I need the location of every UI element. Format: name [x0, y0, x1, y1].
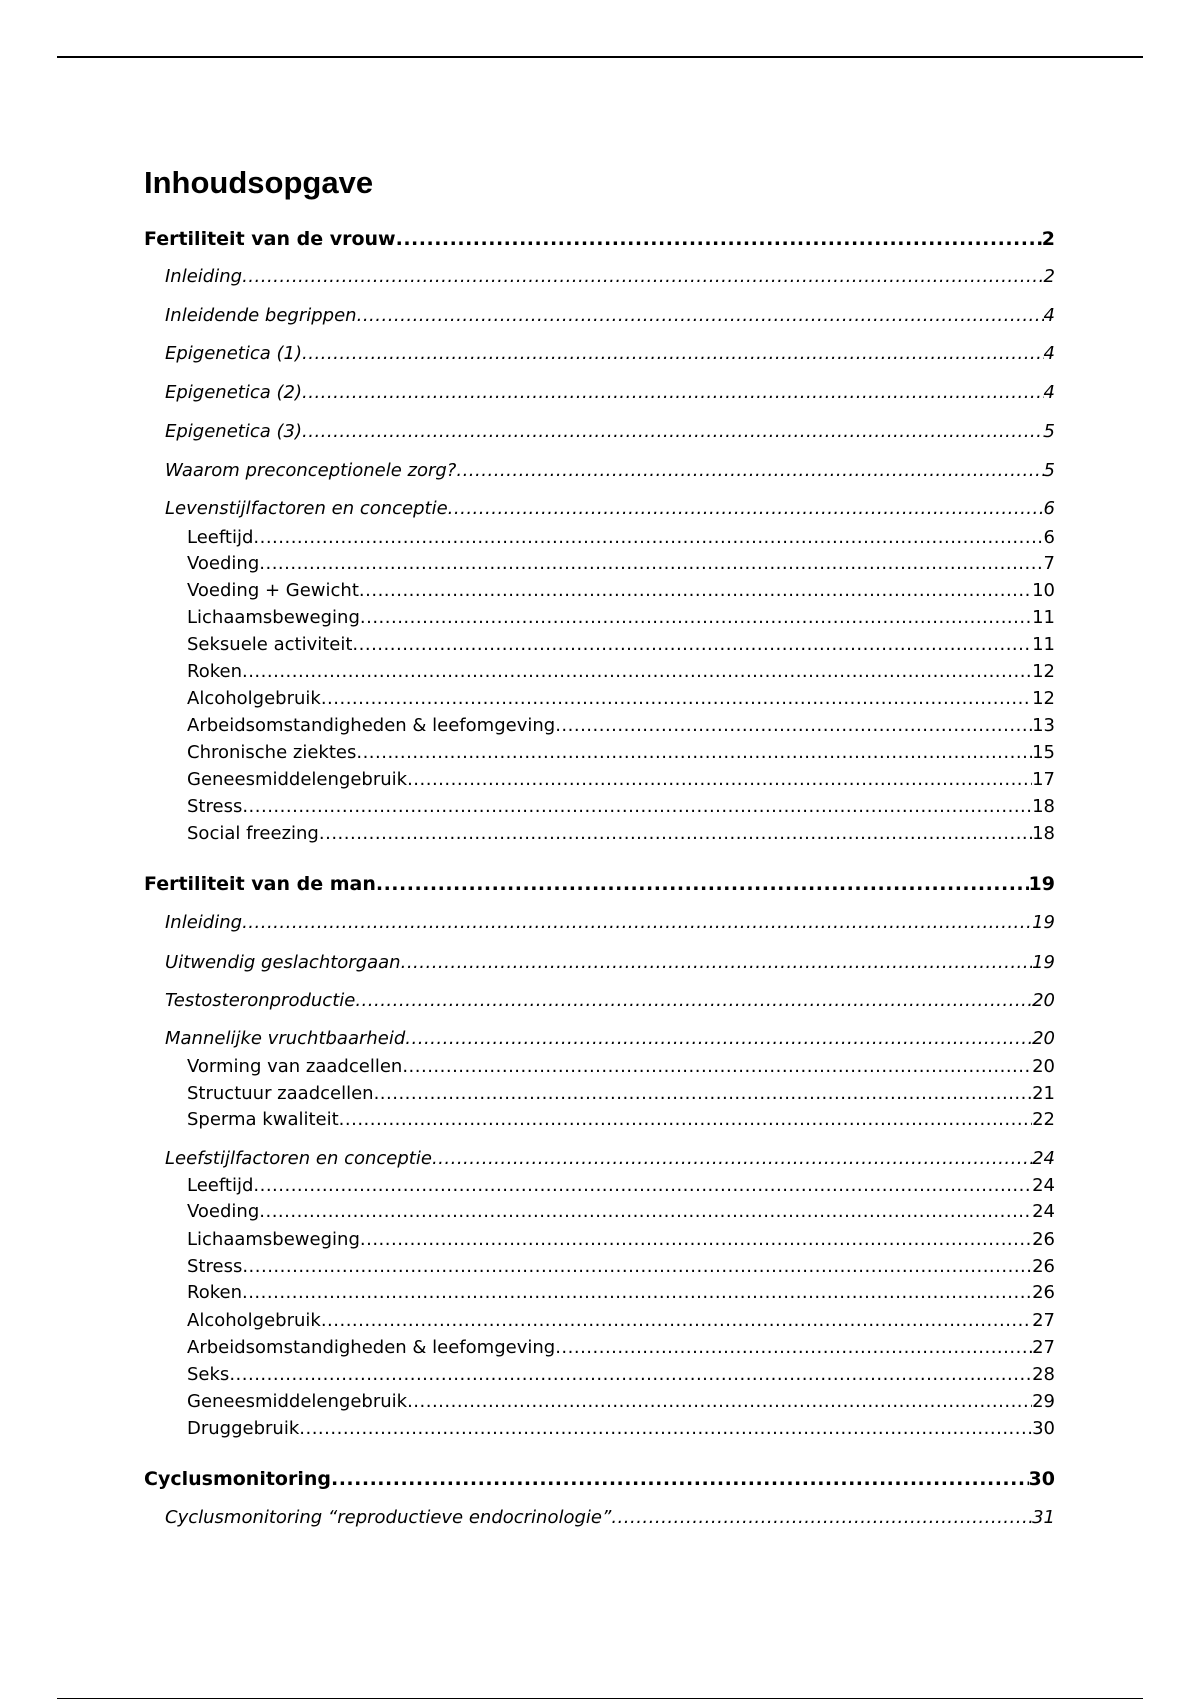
toc-entry-page: 27	[1032, 1337, 1055, 1358]
toc-entry[interactable]	[187, 1201, 1055, 1222]
toc-dot-leader	[242, 1282, 1032, 1303]
toc-entry[interactable]	[187, 553, 1055, 574]
footer-rule	[57, 1698, 1143, 1699]
toc-dot-leader	[302, 421, 1044, 442]
toc-dot-leader	[555, 1337, 1032, 1358]
toc-dot-leader	[360, 607, 1032, 628]
toc-entry-title: Stress	[187, 1256, 243, 1277]
toc-entry-page: 19	[1028, 873, 1055, 895]
toc-entry-page: 17	[1032, 769, 1055, 790]
toc-dot-leader	[401, 952, 1033, 973]
toc-dot-leader	[331, 1468, 1029, 1490]
toc-dot-leader	[355, 990, 1032, 1011]
toc-entry-page: 7	[1043, 553, 1055, 574]
toc-entry[interactable]	[187, 1418, 1055, 1439]
toc-entry-title: Voeding + Gewicht	[187, 580, 359, 601]
toc-dot-leader	[356, 742, 1032, 763]
toc-entry[interactable]	[144, 228, 1055, 250]
toc-entry-page: 27	[1032, 1310, 1055, 1331]
toc-entry[interactable]	[187, 661, 1055, 682]
toc-entry[interactable]	[187, 1175, 1055, 1196]
toc-entry[interactable]	[187, 1391, 1055, 1412]
toc-entry-title: Social freezing	[187, 823, 319, 844]
toc-entry[interactable]	[165, 421, 1055, 442]
toc-entry-title: Arbeidsomstandigheden & leefomgeving	[187, 1337, 556, 1358]
toc-entry-page: 13	[1032, 715, 1055, 736]
toc-entry-page: 15	[1032, 742, 1055, 763]
toc-entry[interactable]	[187, 1337, 1055, 1358]
toc-entry-page: 26	[1032, 1229, 1055, 1250]
toc-dot-leader	[448, 498, 1044, 519]
toc-entry[interactable]	[165, 1148, 1055, 1169]
toc-dot-leader	[319, 823, 1032, 844]
toc-entry-page: 19	[1032, 952, 1055, 973]
toc-entry-title: Druggebruik	[187, 1418, 300, 1439]
toc-entry-title: Voeding	[187, 1201, 260, 1222]
toc-dot-leader	[407, 769, 1032, 790]
toc-entry-page: 29	[1032, 1391, 1055, 1412]
toc-entry-page: 18	[1032, 796, 1055, 817]
toc-dot-leader	[357, 305, 1044, 326]
toc-entry-title: Waarom preconceptionele zorg?	[165, 460, 457, 481]
toc-dot-leader	[432, 1148, 1032, 1169]
toc-dot-leader	[242, 661, 1032, 682]
toc-entry-page: 2	[1043, 266, 1055, 287]
toc-entry[interactable]	[165, 1028, 1055, 1049]
toc-entry[interactable]	[165, 952, 1055, 973]
toc-entry-page: 24	[1032, 1148, 1055, 1169]
toc-entry[interactable]	[165, 498, 1055, 519]
toc-dot-leader	[321, 1310, 1032, 1331]
toc-entry[interactable]	[187, 1229, 1055, 1250]
toc-entry[interactable]	[165, 912, 1055, 933]
toc-dot-leader	[374, 1083, 1033, 1104]
toc-entry[interactable]	[187, 527, 1055, 548]
toc-entry-page: 12	[1032, 661, 1055, 682]
toc-entry-title: Fertiliteit van de man	[144, 873, 376, 895]
toc-entry[interactable]	[187, 1056, 1055, 1077]
toc-entry-title: Levenstijlfactoren en conceptie	[165, 498, 448, 519]
toc-entry-page: 31	[1032, 1507, 1055, 1528]
toc-entry-title: Testosteronproductie	[165, 990, 356, 1011]
toc-entry-title: Chronische ziektes	[187, 742, 357, 763]
toc-dot-leader	[299, 1418, 1032, 1439]
toc-entry-page: 19	[1032, 912, 1055, 933]
toc-entry[interactable]	[165, 343, 1055, 364]
toc-entry-title: Sperma kwaliteit	[187, 1109, 339, 1130]
toc-entry-title: Structuur zaadcellen	[187, 1083, 374, 1104]
toc-entry-title: Seks	[187, 1364, 230, 1385]
toc-entry-page: 30	[1028, 1468, 1055, 1490]
toc-entry[interactable]	[187, 607, 1055, 628]
toc-entry-title: Leeftijd	[187, 527, 254, 548]
toc-entry[interactable]	[144, 1468, 1055, 1490]
toc-entry-page: 5	[1043, 460, 1055, 481]
toc-entry-page: 26	[1032, 1256, 1055, 1277]
toc-entry-title: Vorming van zaadcellen	[187, 1056, 403, 1077]
toc-dot-leader	[242, 266, 1043, 287]
toc-entry-page: 22	[1032, 1109, 1055, 1130]
toc-dot-leader	[259, 1201, 1032, 1222]
toc-entry[interactable]	[165, 305, 1055, 326]
toc-entry-title: Leeftijd	[187, 1175, 254, 1196]
toc-entry-title: Seksuele activiteit	[187, 634, 353, 655]
toc-entry-page: 5	[1043, 421, 1055, 442]
toc-entry-title: Geneesmiddelengebruik	[187, 1391, 408, 1412]
toc-entry[interactable]	[187, 1282, 1055, 1303]
toc-entry-page: 12	[1032, 688, 1055, 709]
toc-entry[interactable]	[187, 769, 1055, 790]
toc-dot-leader	[396, 228, 1042, 250]
toc-dot-leader	[242, 796, 1032, 817]
toc-entry[interactable]	[165, 990, 1055, 1011]
toc-entry-page: 30	[1032, 1418, 1055, 1439]
toc-entry[interactable]	[165, 382, 1055, 403]
toc-entry-title: Roken	[187, 1282, 242, 1303]
toc-entry-title: Arbeidsomstandigheden & leefomgeving	[187, 715, 556, 736]
toc-dot-leader	[352, 634, 1032, 655]
toc-entry-page: 20	[1032, 1028, 1055, 1049]
toc-entry-title: Lichaamsbeweging	[187, 607, 360, 628]
toc-entry[interactable]	[187, 1109, 1055, 1130]
toc-entry-page: 11	[1032, 634, 1055, 655]
toc-entry-title: Roken	[187, 661, 242, 682]
toc-entry[interactable]	[187, 823, 1055, 844]
toc-entry-page: 21	[1032, 1083, 1055, 1104]
toc-dot-leader	[242, 1256, 1032, 1277]
toc-entry[interactable]	[187, 580, 1055, 601]
toc-entry-title: Inleiding	[165, 266, 243, 287]
toc-entry[interactable]	[187, 796, 1055, 817]
toc-entry-page: 26	[1032, 1282, 1055, 1303]
toc-dot-leader	[253, 1175, 1032, 1196]
toc-entry-page: 20	[1032, 990, 1055, 1011]
toc-entry-page: 4	[1043, 382, 1055, 403]
toc-title: Inhoudsopgave	[144, 165, 374, 200]
toc-dot-leader	[339, 1109, 1032, 1130]
toc-dot-leader	[611, 1507, 1032, 1528]
toc-entry[interactable]	[144, 873, 1055, 895]
toc-entry[interactable]	[187, 1256, 1055, 1277]
toc-entry-page: 4	[1043, 305, 1055, 326]
toc-entry-page: 24	[1032, 1201, 1055, 1222]
toc-entry-page: 11	[1032, 607, 1055, 628]
toc-dot-leader	[321, 688, 1032, 709]
toc-entry-title: Alcoholgebruik	[187, 688, 321, 709]
toc-entry-page: 6	[1043, 527, 1055, 548]
toc-entry-title: Uitwendig geslachtorgaan	[165, 952, 401, 973]
toc-entry[interactable]	[187, 1310, 1055, 1331]
toc-entry[interactable]	[187, 1364, 1055, 1385]
toc-entry[interactable]	[165, 1507, 1055, 1528]
toc-entry-page: 2	[1041, 228, 1055, 250]
toc-entry[interactable]	[187, 1083, 1055, 1104]
toc-entry-title: Leefstijlfactoren en conceptie	[165, 1148, 432, 1169]
toc-entry-title: Stress	[187, 796, 243, 817]
toc-entry[interactable]	[165, 460, 1055, 481]
toc-dot-leader	[456, 460, 1043, 481]
toc-dot-leader	[302, 343, 1044, 364]
toc-entry-page: 20	[1032, 1056, 1055, 1077]
toc-dot-leader	[229, 1364, 1032, 1385]
toc-entry[interactable]	[187, 688, 1055, 709]
toc-entry-title: Inleidende begrippen	[165, 305, 357, 326]
toc-entry-title: Mannelijke vruchtbaarheid	[165, 1028, 406, 1049]
toc-entry[interactable]	[187, 634, 1055, 655]
toc-entry-title: Inleiding	[165, 912, 243, 933]
toc-entry[interactable]	[187, 715, 1055, 736]
toc-entry-title: Cyclusmonitoring “reproductieve endocrinologie”	[165, 1507, 612, 1528]
toc-entry[interactable]	[187, 742, 1055, 763]
toc-dot-leader	[376, 873, 1029, 895]
toc-entry[interactable]	[165, 266, 1055, 287]
header-rule	[57, 56, 1143, 58]
toc-entry-title: Lichaamsbeweging	[187, 1229, 360, 1250]
toc-entry-title: Epigenetica (3)	[165, 421, 302, 442]
toc-dot-leader	[407, 1391, 1032, 1412]
toc-entry-title: Cyclusmonitoring	[144, 1468, 331, 1490]
toc-dot-leader	[242, 912, 1032, 933]
toc-dot-leader	[555, 715, 1032, 736]
toc-entry-title: Epigenetica (1)	[165, 343, 302, 364]
toc-dot-leader	[402, 1056, 1032, 1077]
toc-dot-leader	[259, 553, 1043, 574]
toc-entry-page: 28	[1032, 1364, 1055, 1385]
toc-dot-leader	[359, 580, 1032, 601]
toc-dot-leader	[360, 1229, 1032, 1250]
toc-entry-page: 10	[1032, 580, 1055, 601]
toc-entry-title: Fertiliteit van de vrouw	[144, 228, 396, 250]
toc-entry-title: Geneesmiddelengebruik	[187, 769, 408, 790]
toc-entry-page: 6	[1043, 498, 1055, 519]
toc-entry-page: 18	[1032, 823, 1055, 844]
toc-entry-title: Alcoholgebruik	[187, 1310, 321, 1331]
toc-entry-title: Voeding	[187, 553, 260, 574]
toc-entry-page: 24	[1032, 1175, 1055, 1196]
toc-dot-leader	[405, 1028, 1032, 1049]
toc-dot-leader	[302, 382, 1044, 403]
toc-entry-title: Epigenetica (2)	[165, 382, 302, 403]
toc-entry-page: 4	[1043, 343, 1055, 364]
toc-dot-leader	[253, 527, 1043, 548]
